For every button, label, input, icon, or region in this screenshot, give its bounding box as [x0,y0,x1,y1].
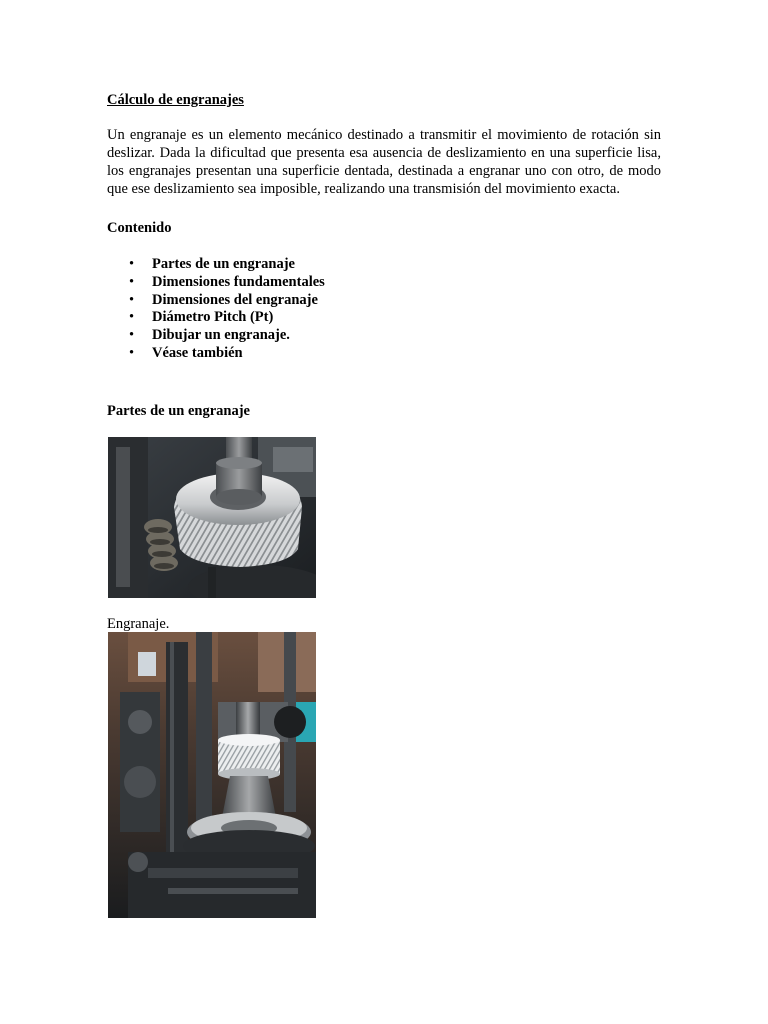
contents-item: • Partes de un engranaje [107,256,325,274]
figure-caption: Engranaje. [107,616,170,632]
contents-item: • Dimensiones fundamentales [107,274,325,292]
intro-paragraph: Un engranaje es un elemento mecánico destinado a transmitir el movimiento de rotación sin deslizar. Dada la dificultad que presenta esa ausencia de deslizamiento en una superficie lisa, los engranajes presentan una superficie dentada, destinada a engranar uno con otro, de modo que ese deslizamiento sea imposible, realizando una transmisión del movimiento exacta. [107,127,661,197]
contents-item: • Dimensiones del engranaje [107,292,325,310]
contents-item: • Véase también [107,345,325,363]
contents-item: • Diámetro Pitch (Pt) [107,309,325,327]
gear-machine-photo [108,632,316,918]
gear-photo [108,437,316,598]
document-title: Cálculo de engranajes [107,92,244,108]
section-heading: Partes de un engranaje [107,403,250,419]
contents-heading: Contenido [107,220,172,236]
contents-list [107,256,325,363]
contents-item: • Dibujar un engranaje. [107,327,325,345]
